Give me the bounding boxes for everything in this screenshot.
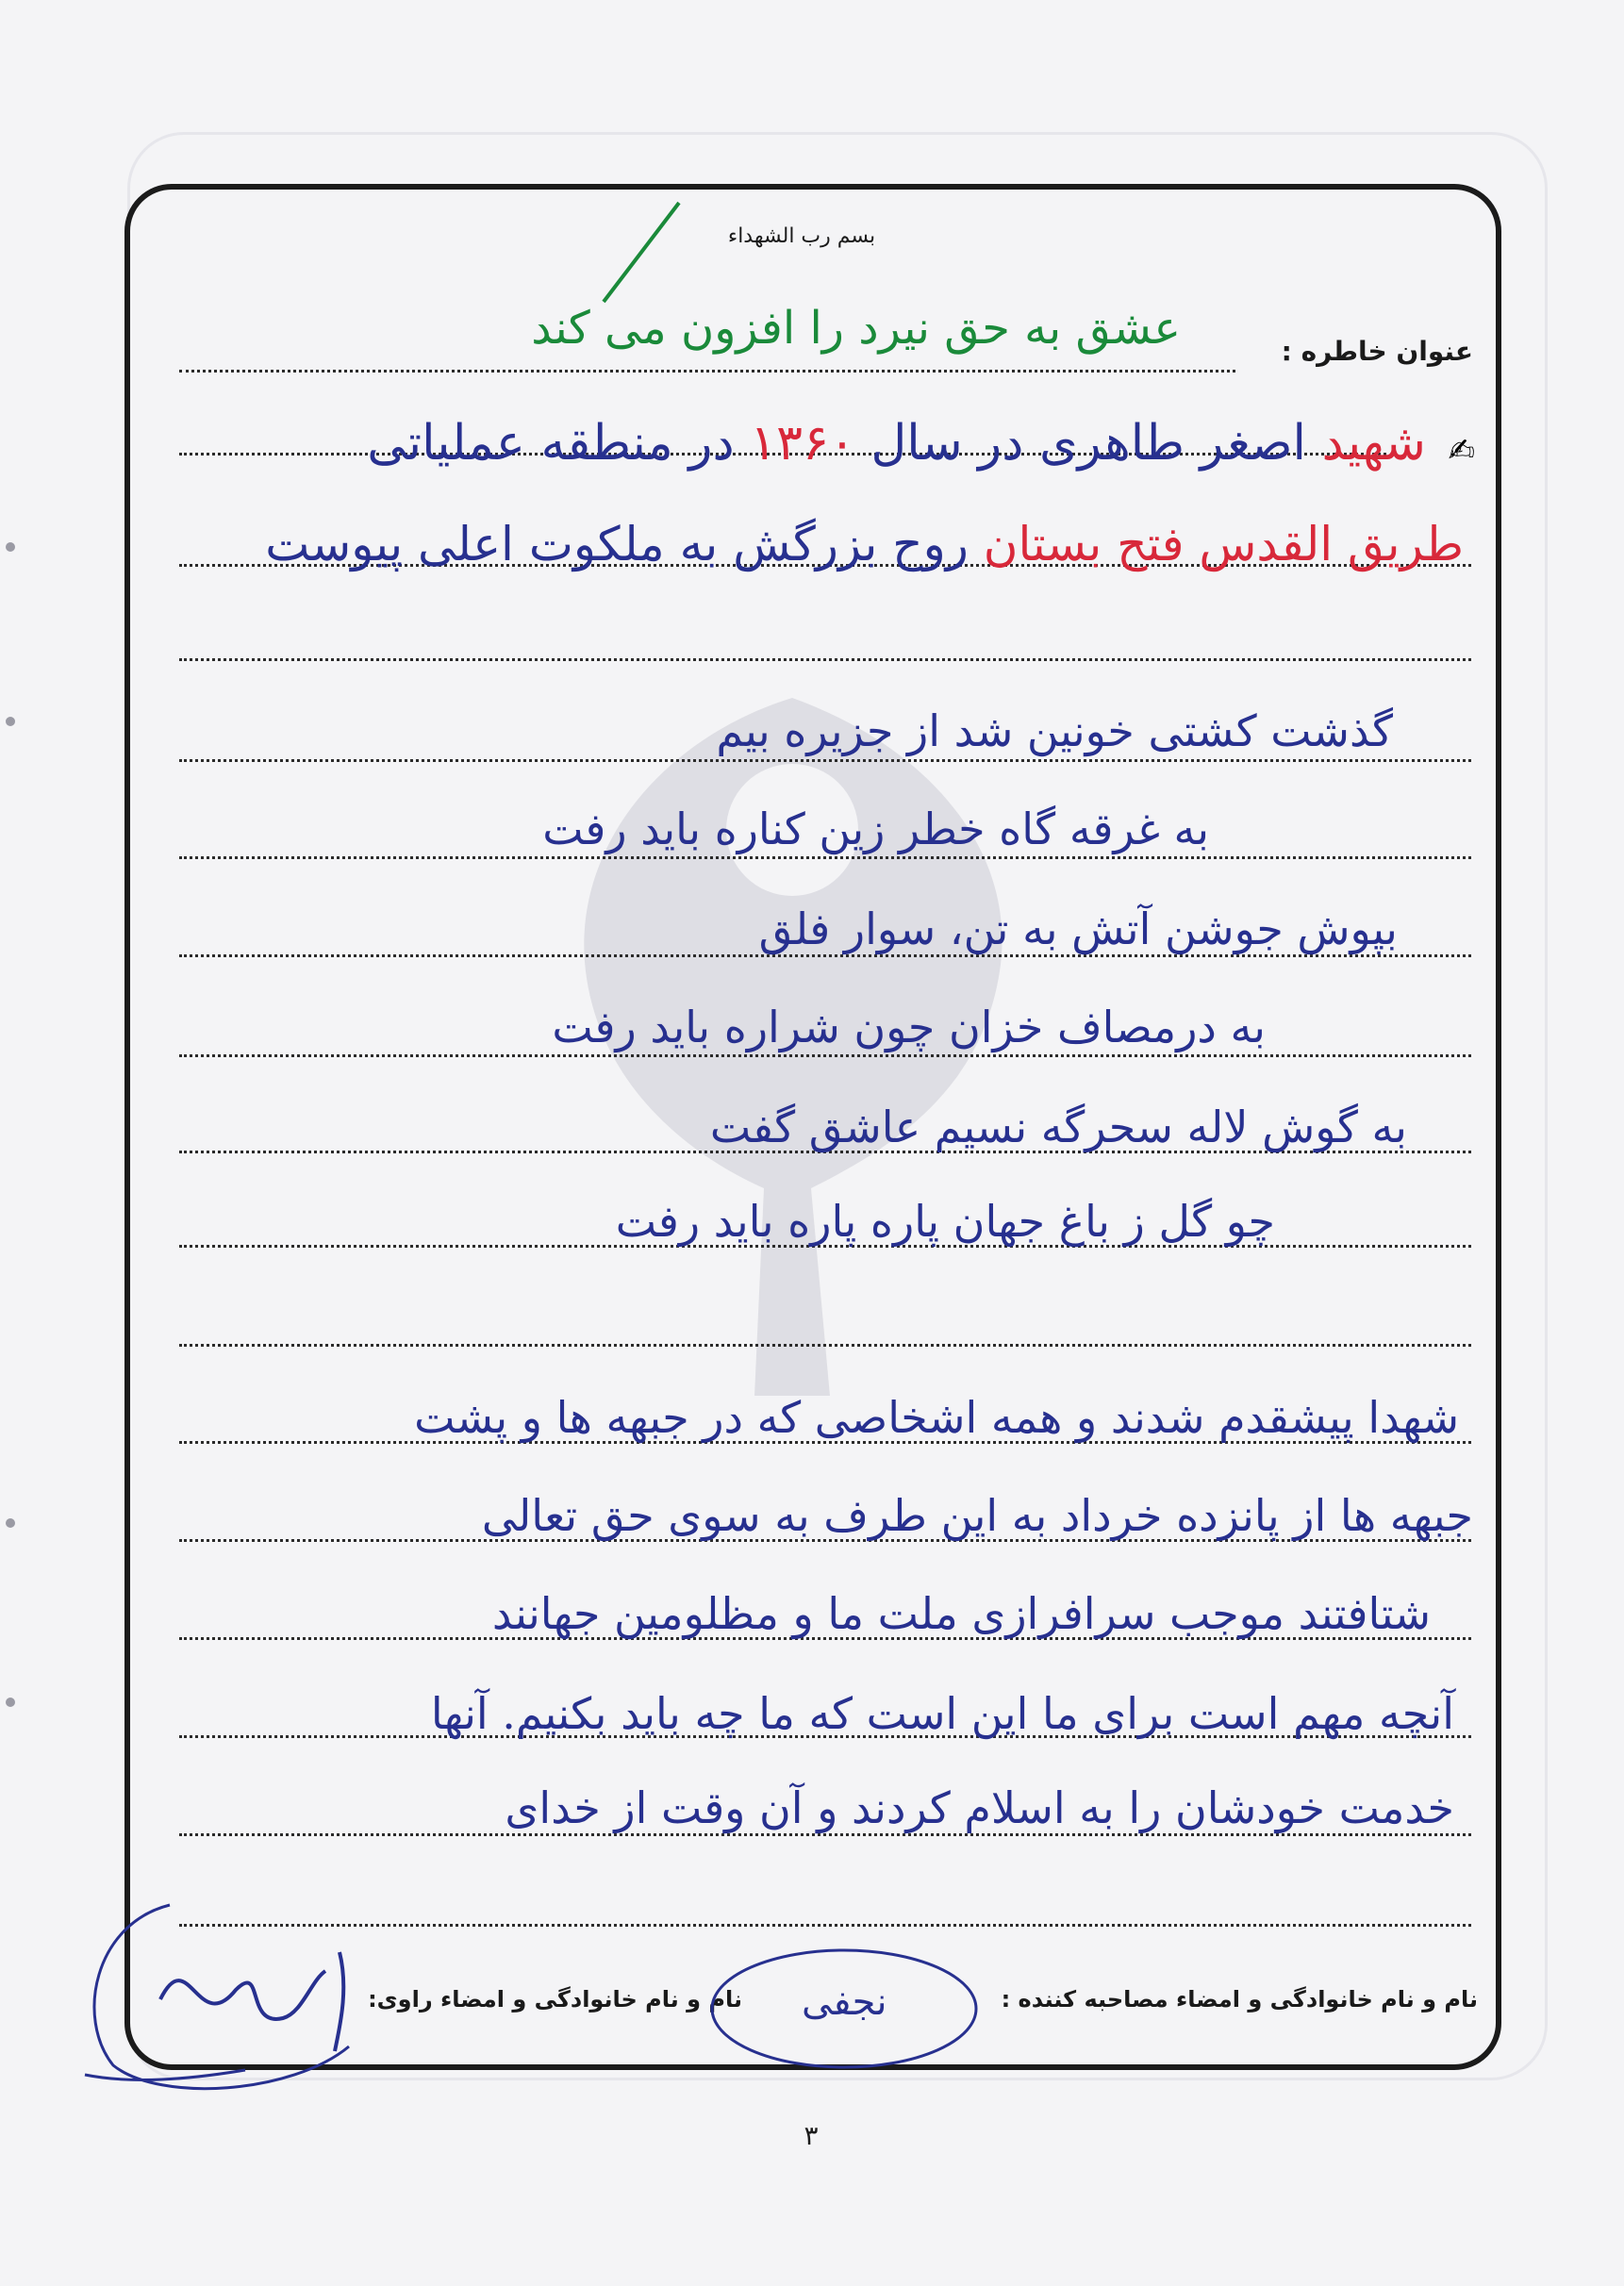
writing-hand-icon: ✍: [1448, 432, 1475, 470]
martyr-name: اصغر طاهری در سال: [870, 415, 1306, 472]
closing-line: جبهه ها از پانزده خرداد به این طرف به سوی حق تعالی: [481, 1490, 1473, 1541]
page-number: ۳: [804, 2120, 819, 2151]
poem-line: به غرقه گاه خطر زین کناره باید رفت: [542, 803, 1209, 854]
martyr-year: ۱۳۶۰: [750, 415, 855, 472]
memory-title-label: عنوان خاطره :: [1281, 336, 1473, 367]
poem-line: چو گل ز باغ جهان پاره پاره باید رفت: [615, 1196, 1275, 1247]
title-rule: [179, 370, 1235, 373]
pen-stroke: [585, 198, 688, 311]
closing-line: شتافتند موجب سرافرازی ملت ما و مظلومین جهانند: [491, 1588, 1431, 1639]
shahid-word: شهید: [1321, 415, 1426, 472]
operation-name: طریق القدس فتح بستان: [983, 517, 1464, 572]
intro-line-2: [265, 517, 1464, 572]
punch-hole: [6, 1518, 15, 1528]
memory-title-text: عشق به حق نیرد را افزون می کند: [531, 302, 1181, 355]
punch-hole: [6, 717, 15, 726]
interviewer-signature: نجفی: [802, 1980, 887, 2024]
punch-hole: [6, 542, 15, 552]
punch-hole: [6, 1698, 15, 1707]
basmala: بسم رب الشهداء: [727, 224, 876, 248]
ruled-line: [179, 658, 1471, 661]
closing-line: خدمت خودشان را به اسلام کردند و آن وقت از خدای: [505, 1782, 1454, 1833]
narrator-signature: [57, 1886, 377, 2103]
closing-line: شهدا پیشقدم شدند و همه اشخاصی که در جبهه ها و پشت: [414, 1392, 1459, 1443]
poem-line: گذشت کشتی خونین شد از جزیره بیم: [716, 705, 1393, 756]
intro-line-1: [367, 415, 1426, 472]
ascension-text: روح بزرگش به ملکوت اعلی پیوست: [265, 517, 969, 572]
interviewer-label: نام و نام خانوادگی و امضاء مصاحبه کننده :: [1001, 1986, 1478, 2013]
region-text: در منطقه عملیاتی: [367, 415, 735, 472]
poem-line: به درمصاف خزان چون شراره باید رفت: [552, 1002, 1266, 1052]
ruled-line: [179, 1833, 1471, 1836]
ruled-line: [179, 1054, 1471, 1057]
ruled-line: [179, 856, 1471, 859]
poem-line: به گوش لاله سحرگه نسیم عاشق گفت: [709, 1102, 1407, 1152]
narrator-label: نام و نام خانوادگی و امضاء راوی:: [368, 1986, 742, 2013]
poem-line: بپوش جوشن آتش به تن، سوار فلق: [758, 903, 1398, 954]
closing-line: آنچه مهم است برای ما این است که ما چه باید بکنیم. آنها: [430, 1688, 1454, 1739]
ruled-line: [179, 759, 1471, 762]
ruled-line: [179, 1344, 1471, 1347]
ruled-line: [179, 954, 1471, 957]
